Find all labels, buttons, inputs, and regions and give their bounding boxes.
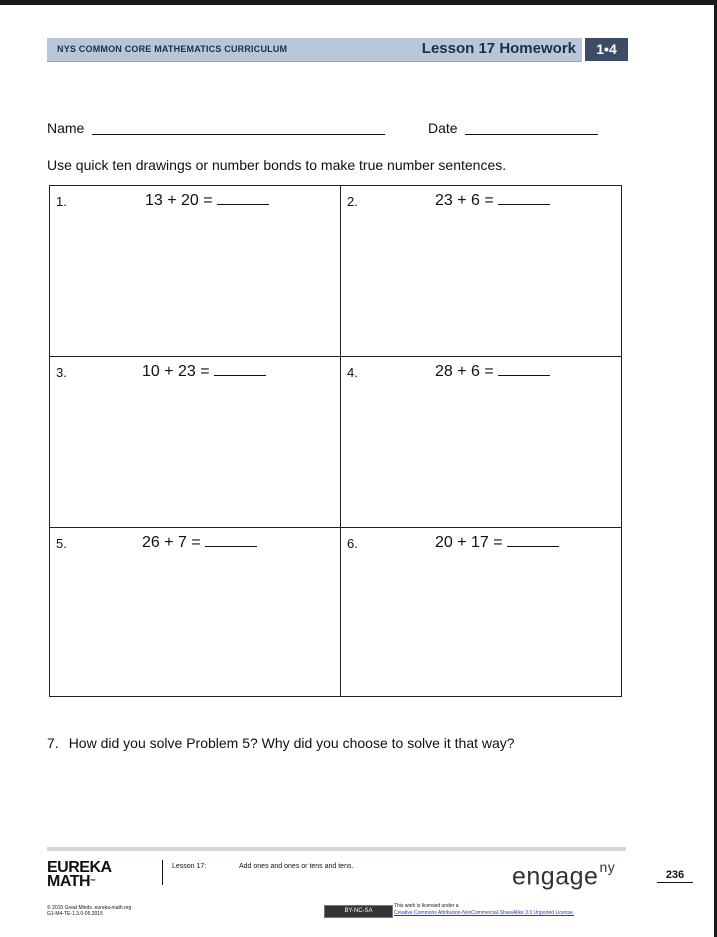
engageny-logo xyxy=(512,859,616,891)
copyright xyxy=(47,905,131,917)
lesson-title: Lesson 17 Homework xyxy=(421,40,576,57)
problem-number: 5. xyxy=(56,536,67,551)
problem-cell-4[interactable] xyxy=(341,357,621,528)
problem-equation xyxy=(145,191,269,210)
page-number: 236 xyxy=(657,869,693,883)
question-number: 7. xyxy=(47,735,59,751)
page-top-border xyxy=(0,0,717,5)
problem-expression: 23 + 6 = xyxy=(435,192,494,209)
copyright-line-2: G1-M4-TE-1.3.0-05.2015 xyxy=(47,911,103,917)
answer-blank[interactable] xyxy=(217,191,269,205)
problem-expression: 20 + 17 = xyxy=(435,534,503,551)
date-field[interactable] xyxy=(465,134,598,135)
answer-blank[interactable] xyxy=(507,533,559,547)
problem-number: 3. xyxy=(56,365,67,380)
answer-blank[interactable] xyxy=(498,191,550,205)
problem-cell-2[interactable] xyxy=(341,186,621,357)
answer-blank[interactable] xyxy=(205,533,257,547)
creative-commons-badge: BY-NC-SA xyxy=(324,905,393,918)
footer-vertical-divider xyxy=(162,860,163,885)
license-line-1: This work is licensed under a xyxy=(394,903,459,909)
engage-text: engage xyxy=(512,862,599,891)
name-label: Name xyxy=(47,120,85,136)
question-7 xyxy=(47,735,515,751)
problem-cell-3[interactable] xyxy=(50,357,341,528)
problem-equation xyxy=(435,191,550,210)
answer-blank[interactable] xyxy=(498,362,550,376)
logo-line-1: EUREKA xyxy=(47,859,112,876)
name-field[interactable] xyxy=(92,134,385,135)
footer-lesson-label: Lesson 17: xyxy=(172,863,207,870)
instructions: Use quick ten drawings or number bonds to make true number sentences. xyxy=(47,157,507,173)
question-text: How did you solve Problem 5? Why did you choose to solve it that way? xyxy=(68,735,515,751)
problem-number: 6. xyxy=(347,536,358,551)
license-notice xyxy=(394,903,574,917)
problem-number: 4. xyxy=(347,365,358,380)
problem-expression: 13 + 20 = xyxy=(145,192,213,209)
problem-expression: 10 + 23 = xyxy=(142,363,210,380)
problem-equation xyxy=(435,362,550,381)
logo-trademark: ™ xyxy=(90,879,96,885)
problem-equation xyxy=(142,533,257,552)
logo-line-2: MATH xyxy=(47,873,91,890)
curriculum-title: NYS COMMON CORE MATHEMATICS CURRICULUM xyxy=(57,44,288,54)
problem-expression: 28 + 6 = xyxy=(435,363,494,380)
problem-cell-5[interactable] xyxy=(50,528,341,696)
copyright-line-1: © 2015 Great Minds. eureka-math.org xyxy=(47,905,132,911)
footer-lesson-description: Add ones and ones or tens and tens. xyxy=(239,863,354,870)
footer-divider xyxy=(47,847,626,851)
date-label: Date xyxy=(428,120,458,136)
problem-cell-6[interactable] xyxy=(341,528,621,696)
engage-superscript: ny xyxy=(599,859,616,875)
problem-expression: 26 + 7 = xyxy=(142,534,201,551)
license-link[interactable]: Creative Commons Attribution-NonCommercial-ShareAlike 3.0 Unported License. xyxy=(394,910,575,916)
answer-blank[interactable] xyxy=(214,362,266,376)
problem-grid xyxy=(49,185,622,697)
problem-number: 2. xyxy=(347,194,358,209)
problem-equation xyxy=(142,362,266,381)
problem-number: 1. xyxy=(56,194,67,209)
problem-equation xyxy=(435,533,559,552)
module-badge: 1•4 xyxy=(585,38,628,61)
header-banner xyxy=(47,38,582,62)
problem-cell-1[interactable] xyxy=(50,186,341,357)
eureka-math-logo xyxy=(47,861,112,889)
